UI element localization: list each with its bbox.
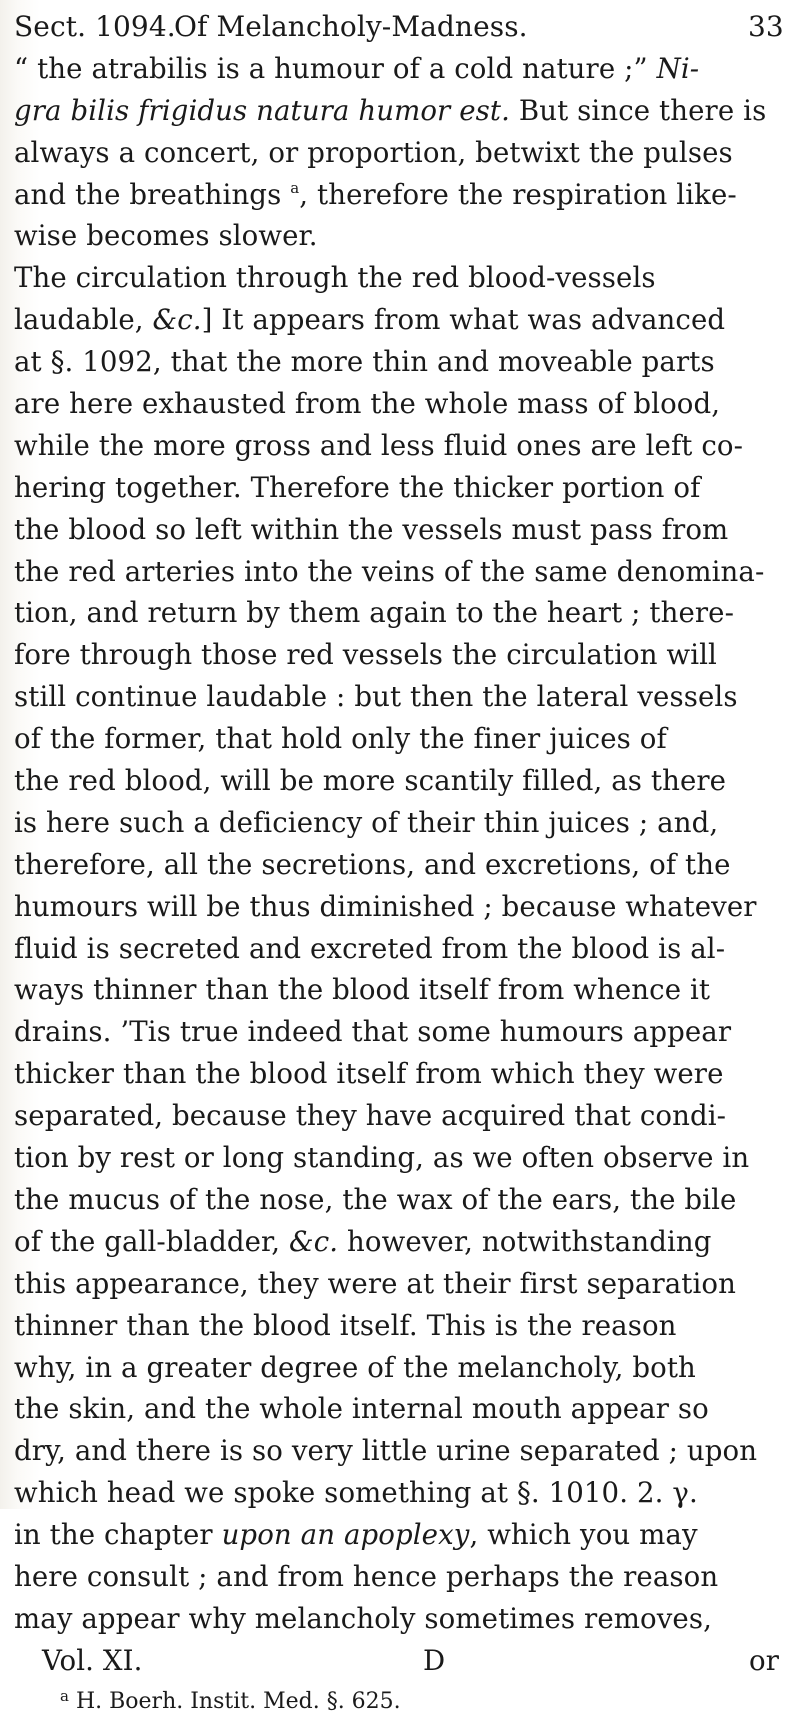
italic-segment: &c.: [289, 1224, 339, 1258]
text-line: [14, 1388, 786, 1430]
text-line: [14, 1137, 786, 1179]
text-line: [14, 592, 786, 634]
text-segment: , which you may: [469, 1518, 698, 1552]
text-segment: thicker than the blood itself from which they were: [14, 1057, 724, 1091]
text-line: [14, 48, 786, 90]
text-line: [14, 844, 786, 886]
footnote: [14, 1682, 786, 1722]
text-line: [14, 969, 786, 1011]
text-line: [14, 1263, 786, 1305]
text-line: [14, 1598, 786, 1640]
text-line: [14, 760, 786, 802]
italic-segment: upon an apoplexy: [221, 1518, 470, 1552]
text-line: [14, 1221, 786, 1263]
text-line: [14, 551, 786, 593]
text-segment: drains. ’Tis true indeed that some humours appear: [14, 1015, 732, 1049]
text-segment: still continue laudable : but then the lateral vessels: [14, 680, 738, 714]
text-line: [14, 467, 786, 509]
text-line: [14, 1179, 786, 1221]
text-line: [14, 509, 786, 551]
text-line: [14, 1011, 786, 1053]
text-line: [14, 215, 786, 257]
page-text: [14, 6, 786, 1722]
text-line: [14, 341, 786, 383]
italic-segment: &c.: [152, 303, 202, 337]
text-line: [14, 718, 786, 760]
volume-label: Vol. XI.: [42, 1643, 143, 1677]
text-line: [14, 1556, 786, 1598]
text-segment: , therefore the respiration like-: [299, 177, 737, 211]
text-line: [14, 1347, 786, 1389]
signature-line: [14, 1640, 786, 1682]
text-line: [14, 1430, 786, 1472]
text-segment: here consult ; and from hence perhaps the reason: [14, 1559, 719, 1593]
text-segment: always a concert, or proportion, betwixt the pulses: [14, 135, 733, 169]
text-segment: and the breathings: [14, 177, 291, 211]
text-segment: this appearance, they were at their first separation: [14, 1266, 736, 1300]
italic-segment: gra bilis frigidus natura humor est.: [14, 93, 510, 127]
text-segment: the red arteries into the veins of the same denomina-: [14, 554, 765, 588]
section-number: Sect. 1094.: [14, 10, 176, 43]
text-segment: is here such a deficiency of their thin juices ; and,: [14, 805, 719, 839]
running-header: [14, 6, 786, 48]
text-line: [14, 383, 786, 425]
footnote-marker: a: [60, 1686, 69, 1705]
text-segment: are here exhausted from the whole mass of blood,: [14, 387, 721, 421]
text-segment: fluid is secreted and excreted from the blood is al-: [14, 931, 726, 965]
text-line: [14, 1514, 786, 1556]
body-text: [14, 48, 786, 1640]
text-segment: fore through those red vessels the circulation will: [14, 638, 717, 672]
text-line: [14, 1053, 786, 1095]
signature-mark: D: [423, 1643, 446, 1677]
text-segment: tion by rest or long standing, as we often observe in: [14, 1141, 750, 1175]
text-line: [14, 1095, 786, 1137]
text-segment: tion, and return by them again to the heart ; there-: [14, 596, 735, 630]
text-line: [14, 174, 786, 216]
text-segment: which head we spoke something at §. 1010. 2. γ.: [14, 1476, 698, 1510]
text-line: [14, 928, 786, 970]
text-segment: wise becomes slower.: [14, 219, 318, 253]
text-line: [14, 132, 786, 174]
text-segment: in the chapter: [14, 1518, 222, 1552]
text-line: [14, 1472, 786, 1514]
text-line: [14, 802, 786, 844]
text-segment: dry, and there is so very little urine separated ; upon: [14, 1434, 758, 1468]
text-line: [14, 1305, 786, 1347]
text-segment: the skin, and the whole internal mouth appear so: [14, 1392, 709, 1426]
text-segment: the red blood, will be more scantily filled, as there: [14, 764, 727, 798]
text-segment: of the former, that hold only the finer juices of: [14, 722, 667, 756]
text-segment: laudable,: [14, 303, 153, 337]
text-segment: But since there is: [509, 93, 767, 127]
text-segment: separated, because they have acquired that condi-: [14, 1099, 727, 1133]
text-line: [14, 299, 786, 341]
text-line: [14, 257, 786, 299]
text-segment: therefore, all the secretions, and excretions, of the: [14, 847, 731, 881]
text-line: [14, 886, 786, 928]
text-segment: the blood so left within the vessels must pass from: [14, 512, 729, 546]
text-segment: thinner than the blood itself. This is the reason: [14, 1308, 677, 1342]
text-segment: ] It appears from what was advanced: [201, 303, 726, 337]
text-segment: humours will be thus diminished ; because whatever: [14, 889, 757, 923]
text-line: [14, 90, 786, 132]
text-line: [14, 676, 786, 718]
text-segment: hering together. Therefore the thicker portion of: [14, 470, 701, 504]
italic-segment: Ni-: [656, 51, 700, 85]
text-line: [14, 425, 786, 467]
page-number: 33: [748, 10, 784, 43]
text-segment: “ the atrabilis is a humour of a cold nature ;”: [14, 51, 657, 85]
text-segment: the mucus of the nose, the wax of the ears, the bile: [14, 1182, 737, 1216]
text-segment: of the gall-bladder,: [14, 1224, 290, 1258]
text-segment: why, in a greater degree of the melancholy, both: [14, 1350, 696, 1384]
text-segment: may appear why melancholy sometimes removes,: [14, 1601, 712, 1635]
catchword: or: [749, 1643, 780, 1677]
footnote-text: H. Boerh. Instit. Med. §. 625.: [68, 1688, 401, 1714]
footnote-reference: a: [290, 178, 300, 197]
running-title: Of Melancholy-Madness.: [174, 10, 528, 43]
text-segment: at §. 1092, that the more thin and moveable parts: [14, 345, 715, 379]
text-segment: while the more gross and less fluid ones are left co-: [14, 428, 744, 462]
text-segment: ways thinner than the blood itself from whence it: [14, 973, 711, 1007]
text-line: [14, 634, 786, 676]
text-segment: The circulation through the red blood-vessels: [14, 261, 656, 295]
text-segment: however, notwithstanding: [338, 1224, 712, 1258]
